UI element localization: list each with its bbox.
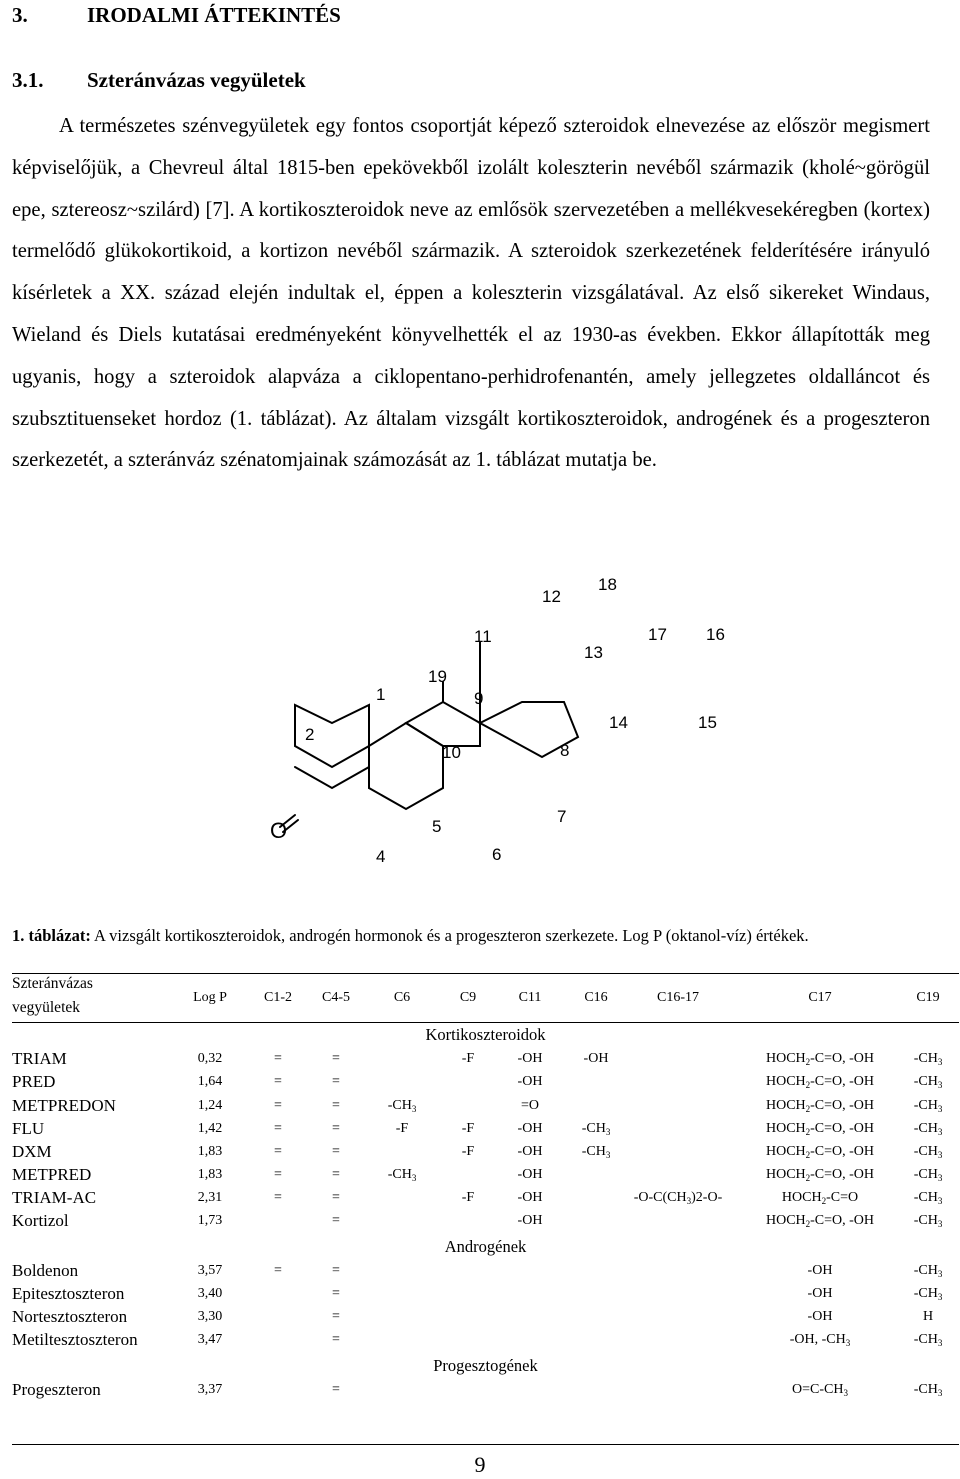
row-name: TRIAM bbox=[12, 1049, 67, 1068]
row-cell-logp: 1,83 bbox=[197, 1144, 223, 1159]
atom-label-19: 19 bbox=[428, 667, 447, 686]
row-cell-c11: -OH bbox=[517, 1144, 543, 1159]
row-cell-c19: $-CH_3$ bbox=[913, 1074, 943, 1090]
header-col-c1617: C16-17 bbox=[657, 990, 699, 1005]
row-cell-c19: $-CH_3$ bbox=[913, 1382, 943, 1398]
row-cell-c16: $-CH_3$ bbox=[581, 1144, 611, 1160]
row-cell-c45: = bbox=[332, 1190, 340, 1205]
row-cell-c11: -OH bbox=[517, 1074, 543, 1089]
row-cell-c19: $-CH_3$ bbox=[913, 1121, 943, 1137]
row-cell-c17: $HOCH_2-C=O$, -OH bbox=[765, 1098, 875, 1114]
row-cell-c17: $HOCH_2-C=O$, -OH bbox=[765, 1121, 875, 1137]
row-cell-c11: -OH bbox=[517, 1167, 543, 1182]
row-cell-c1617: $-O-C(CH_3)2-O-$ bbox=[633, 1190, 723, 1206]
atom-label-8: 8 bbox=[560, 741, 570, 760]
header-col-c45: C4-5 bbox=[322, 990, 350, 1005]
row-cell-logp: 3,57 bbox=[197, 1263, 223, 1278]
row-name: Boldenon bbox=[12, 1261, 79, 1280]
atom-label-5: 5 bbox=[432, 817, 442, 836]
row-cell-logp: 1,42 bbox=[197, 1121, 223, 1136]
row-cell-c17: -OH bbox=[807, 1286, 833, 1301]
row-cell-c12: = bbox=[274, 1263, 282, 1278]
row-name: Progeszteron bbox=[12, 1380, 101, 1399]
table-caption bbox=[12, 925, 942, 947]
row-cell-c6: $-CH_3$ bbox=[387, 1167, 417, 1183]
caption-text: A vizsgált kortikoszteroidok, androgén hormonok és a progeszteron szerkezete. Log P (oktanol-víz) értékek. bbox=[90, 926, 809, 945]
oxygen-label: O bbox=[270, 818, 288, 843]
atom-label-9: 9 bbox=[474, 689, 484, 708]
row-cell-logp: 3,47 bbox=[197, 1332, 223, 1347]
row-cell-c11: -OH bbox=[517, 1121, 543, 1136]
row-cell-c12: = bbox=[274, 1190, 282, 1205]
row-name: DXM bbox=[12, 1142, 52, 1161]
atom-label-13: 13 bbox=[584, 643, 603, 662]
row-cell-c16: $-CH_3$ bbox=[581, 1121, 611, 1137]
header-col-c16: C16 bbox=[584, 990, 608, 1005]
table-top-rule bbox=[12, 973, 959, 974]
table-bottom-rule bbox=[12, 1444, 959, 1445]
row-cell-c17: $HOCH_2-C=O$, -OH bbox=[765, 1051, 875, 1067]
row-cell-c19: $-CH_3$ bbox=[913, 1167, 943, 1183]
group-label: Progesztogének bbox=[433, 1356, 538, 1375]
row-cell-c12: = bbox=[274, 1144, 282, 1159]
row-cell-c11: -OH bbox=[517, 1213, 543, 1228]
row-cell-c19: $-CH_3$ bbox=[913, 1286, 943, 1302]
row-cell-c12: = bbox=[274, 1121, 282, 1136]
steroid-skeleton-figure bbox=[252, 572, 742, 872]
atom-label-15: 15 bbox=[698, 713, 717, 732]
row-name: METPREDON bbox=[12, 1096, 116, 1115]
row-cell-c19: $-CH_3$ bbox=[913, 1144, 943, 1160]
row-cell-logp: 0,32 bbox=[197, 1051, 223, 1066]
group-label: Kortikoszteroidok bbox=[425, 1025, 546, 1044]
section-heading bbox=[12, 3, 341, 28]
row-cell-c19: $-CH_3$ bbox=[913, 1098, 943, 1114]
row-cell-c45: = bbox=[332, 1263, 340, 1278]
header-col-c19: C19 bbox=[916, 990, 940, 1005]
row-cell-c17: $HOCH_2-C=O$, -OH bbox=[765, 1167, 875, 1183]
row-cell-logp: 2,31 bbox=[197, 1190, 223, 1205]
caption-label: 1. táblázat: bbox=[12, 926, 91, 945]
row-cell-logp: 1,64 bbox=[197, 1074, 223, 1089]
row-name: Nortesztoszteron bbox=[12, 1307, 128, 1326]
row-name: Kortizol bbox=[12, 1211, 69, 1230]
row-cell-c45: = bbox=[332, 1074, 340, 1089]
atom-label-18: 18 bbox=[598, 575, 617, 594]
header-col-c11: C11 bbox=[518, 990, 542, 1005]
row-cell-logp: 1,83 bbox=[197, 1167, 223, 1182]
row-cell-c11: =O bbox=[520, 1098, 540, 1113]
row-cell-c17: $O=C-CH_3$ bbox=[792, 1382, 848, 1398]
row-name: Metiltesztoszteron bbox=[12, 1330, 138, 1349]
row-cell-c6: -F bbox=[395, 1121, 409, 1136]
row-cell-c6: $-CH_3$ bbox=[387, 1098, 417, 1114]
row-cell-c45: = bbox=[332, 1332, 340, 1347]
row-cell-c17: $HOCH_2-C=O$, -OH bbox=[765, 1213, 875, 1229]
row-cell-c12: = bbox=[274, 1051, 282, 1066]
row-cell-c17: $HOCH_2-C=O$, -OH bbox=[765, 1144, 875, 1160]
atom-label-7: 7 bbox=[557, 807, 567, 826]
subsection-number: 3.1. bbox=[12, 68, 44, 92]
row-cell-c19: H bbox=[922, 1309, 934, 1324]
group-label: Androgének bbox=[444, 1237, 527, 1256]
header-col-logp: Log P bbox=[193, 990, 227, 1005]
row-cell-logp: 1,73 bbox=[197, 1213, 223, 1228]
row-cell-logp: 3,40 bbox=[197, 1286, 223, 1301]
row-cell-c19: $-CH_3$ bbox=[913, 1213, 943, 1229]
header-name-line2: vegyületek bbox=[12, 999, 81, 1016]
subsection-title: Szteránvázas vegyületek bbox=[87, 68, 306, 92]
body-paragraph bbox=[12, 106, 930, 482]
row-cell-c19: $-CH_3$ bbox=[913, 1051, 943, 1067]
row-cell-c19: $-CH_3$ bbox=[913, 1190, 943, 1206]
header-col-c6: C6 bbox=[393, 990, 411, 1005]
row-cell-c9: -F bbox=[461, 1121, 475, 1136]
header-col-c17: C17 bbox=[808, 990, 832, 1005]
row-cell-c45: = bbox=[332, 1167, 340, 1182]
atom-label-1: 1 bbox=[376, 685, 386, 704]
row-cell-logp: 3,30 bbox=[197, 1309, 223, 1324]
atom-label-14: 14 bbox=[609, 713, 628, 732]
row-name: TRIAM-AC bbox=[12, 1188, 97, 1207]
row-cell-c9: -F bbox=[461, 1190, 475, 1205]
row-cell-c45: = bbox=[332, 1309, 340, 1324]
header-col-c9: C9 bbox=[459, 990, 477, 1005]
row-cell-c45: = bbox=[332, 1098, 340, 1113]
section-number: 3. bbox=[12, 3, 28, 27]
row-cell-c17: $HOCH_2-C=O$, -OH bbox=[765, 1074, 875, 1090]
row-cell-c45: = bbox=[332, 1213, 340, 1228]
page-number: 9 bbox=[474, 1452, 486, 1477]
row-name: FLU bbox=[12, 1119, 45, 1138]
row-name: PRED bbox=[12, 1072, 56, 1091]
row-cell-c17: -OH bbox=[807, 1263, 833, 1278]
row-cell-c11: -OH bbox=[517, 1190, 543, 1205]
atom-label-2: 2 bbox=[305, 725, 315, 744]
row-cell-c17: -OH bbox=[807, 1309, 833, 1324]
row-cell-c45: = bbox=[332, 1051, 340, 1066]
paragraph-text: A természetes szénvegyületek egy fontos csoportját képező szteroidok elnevezése az először megismert képviselőjük, a Chevreul által 1815-ben epekövekből izolált koleszterin nevéből származik (kholé~görögül epe, sztereosz~szilárd) [7]. A kortikoszteroidok neve az emlősök szervezetében a mellékvesekéregben (kortex) termelődő glükokortikoid, a kortizon nevéből származik. A szteroidok szerkezetének felderítésére irányuló kísérletek a XX. század elején indultak el, éppen a koleszterin vizsgálatával. Az első sikereket Windaus, Wieland és Diels kutatásai eredményeként könyvelhették el az 1930-as években. Ekkor állapították meg ugyanis, hogy a szteroidok alapváza a ciklopentano-perhidrofenantén, amely jellegzetes oldalláncot és szubsztituenseket hordoz (1. táblázat). Az általam vizsgált kortikoszteroidok, androgének és a progeszteron szerkezetét, a szteránváz szénatomjainak számozását az 1. táblázat mutatja be. bbox=[12, 115, 930, 472]
atom-label-16: 16 bbox=[706, 625, 725, 644]
row-cell-c11: -OH bbox=[517, 1051, 543, 1066]
atom-label-10: 10 bbox=[442, 743, 461, 762]
atom-label-11: 11 bbox=[474, 627, 492, 646]
row-cell-c45: = bbox=[332, 1382, 340, 1397]
row-cell-c45: = bbox=[332, 1121, 340, 1136]
row-cell-c19: $-CH_3$ bbox=[913, 1263, 943, 1279]
row-cell-c12: = bbox=[274, 1098, 282, 1113]
row-cell-logp: 3,37 bbox=[197, 1382, 223, 1397]
atom-label-17: 17 bbox=[648, 625, 667, 644]
row-cell-c12: = bbox=[274, 1167, 282, 1182]
header-col-c12: C1-2 bbox=[264, 990, 292, 1005]
row-name: METPRED bbox=[12, 1165, 92, 1184]
subsection-heading bbox=[12, 68, 306, 93]
atom-label-12: 12 bbox=[542, 587, 561, 606]
row-cell-c16: -OH bbox=[583, 1051, 609, 1066]
row-cell-c19: $-CH_3$ bbox=[913, 1332, 943, 1348]
section-title: IRODALMI ÁTTEKINTÉS bbox=[87, 3, 341, 27]
row-cell-c45: = bbox=[332, 1286, 340, 1301]
row-cell-c17: -OH, $-CH_3$ bbox=[789, 1332, 851, 1348]
row-cell-c17: $HOCH_2-C=O$ bbox=[781, 1190, 859, 1206]
table-header-rule bbox=[12, 1022, 959, 1023]
atom-label-6: 6 bbox=[492, 845, 502, 864]
row-cell-c45: = bbox=[332, 1144, 340, 1159]
row-cell-c12: = bbox=[274, 1074, 282, 1089]
row-name: Epitesztoszteron bbox=[12, 1284, 125, 1303]
row-cell-c9: -F bbox=[461, 1144, 475, 1159]
row-cell-logp: 1,24 bbox=[197, 1098, 223, 1113]
atom-label-4: 4 bbox=[376, 847, 386, 866]
header-name-line1: Szteránvázas bbox=[12, 975, 93, 992]
row-cell-c9: -F bbox=[461, 1051, 475, 1066]
